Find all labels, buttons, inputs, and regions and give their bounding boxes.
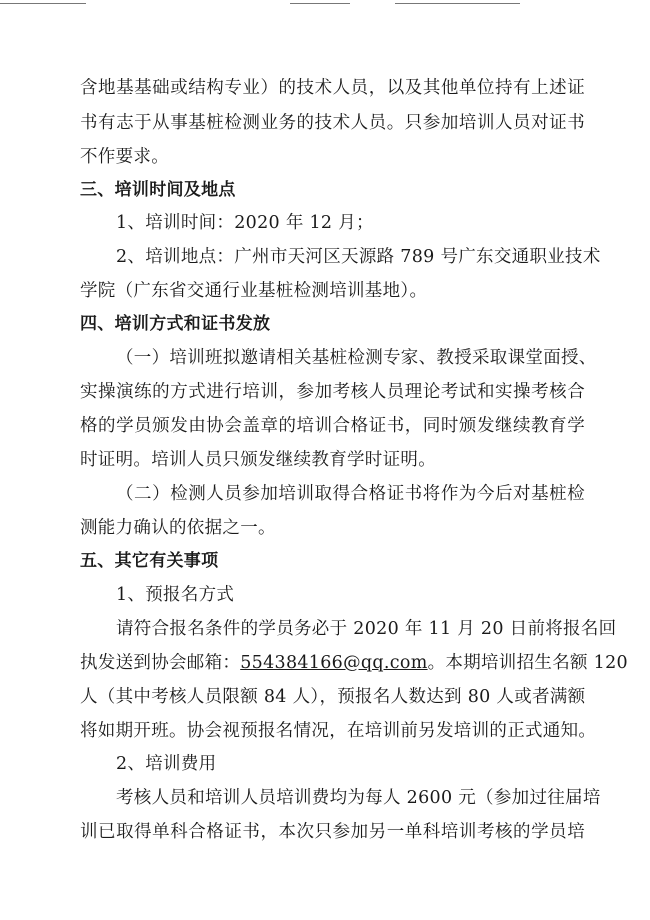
section-heading-3: 三、培训时间及地点 [80,180,236,200]
body-text-line: 训已取得单科合格证书，本次只参加另一单科培训考核的学员培 [80,822,585,842]
email-text-line [80,651,628,675]
section-heading-5: 五、其它有关事项 [80,551,219,571]
scan-edge-line-left [0,3,86,4]
email-prefix: 执发送到协会邮箱： [80,653,241,673]
scan-edge-line-center [290,3,350,4]
body-text-line: 实操演练的方式进行培训，参加考核人员理论考试和实操考核合 [80,382,585,402]
body-text-line: （一）培训班拟邀请相关基桩检测专家、教授采取课堂面授、 [116,348,597,368]
body-text-line: （二）检测人员参加培训取得合格证书将作为今后对基桩检 [116,484,585,504]
subsection-heading: 2、培训费用 [116,754,217,774]
body-text-line: 请符合报名条件的学员务必于 2020 年 11 月 20 日前将报名回 [116,619,617,639]
section-heading-4: 四、培训方式和证书发放 [80,314,271,334]
body-text-line: 测能力确认的依据之一。 [80,518,276,538]
body-text-line: 2、培训地点：广州市天河区天源路 789 号广东交通职业技术 [116,247,601,267]
scan-edge-line-right [395,3,520,4]
subsection-heading: 1、预报名方式 [116,585,235,605]
body-text-line: 书有志于从事基桩检测业务的技术人员。只参加培训人员对证书 [80,113,585,133]
body-text-line: 人（其中考核人员限额 84 人），预报名人数达到 80 人或者满额 [80,687,586,707]
body-text-line: 考核人员和培训人员培训费均为每人 2600 元（参加过往届培 [116,788,601,808]
email-suffix: 。本期培训招生名额 120 [427,653,628,673]
body-text-line: 含地基基础或结构专业）的技术人员，以及其他单位持有上述证 [80,78,585,98]
body-text-line: 学院（广东省交通行业基桩检测培训基地）。 [80,281,428,301]
body-text-line: 时证明。培训人员只颁发继续教育学时证明。 [80,450,436,470]
body-text-line: 将如期开班。协会视预报名情况，在培训前另发培训的正式通知。 [80,721,597,741]
body-text-line: 1、培训时间：2020 年 12 月； [116,213,374,233]
email-address: 554384166@qq.com [240,653,428,673]
body-text-line: 格的学员颁发由协会盖章的培训合格证书，同时颁发继续教育学 [80,416,585,436]
body-text-line: 不作要求。 [80,147,169,167]
